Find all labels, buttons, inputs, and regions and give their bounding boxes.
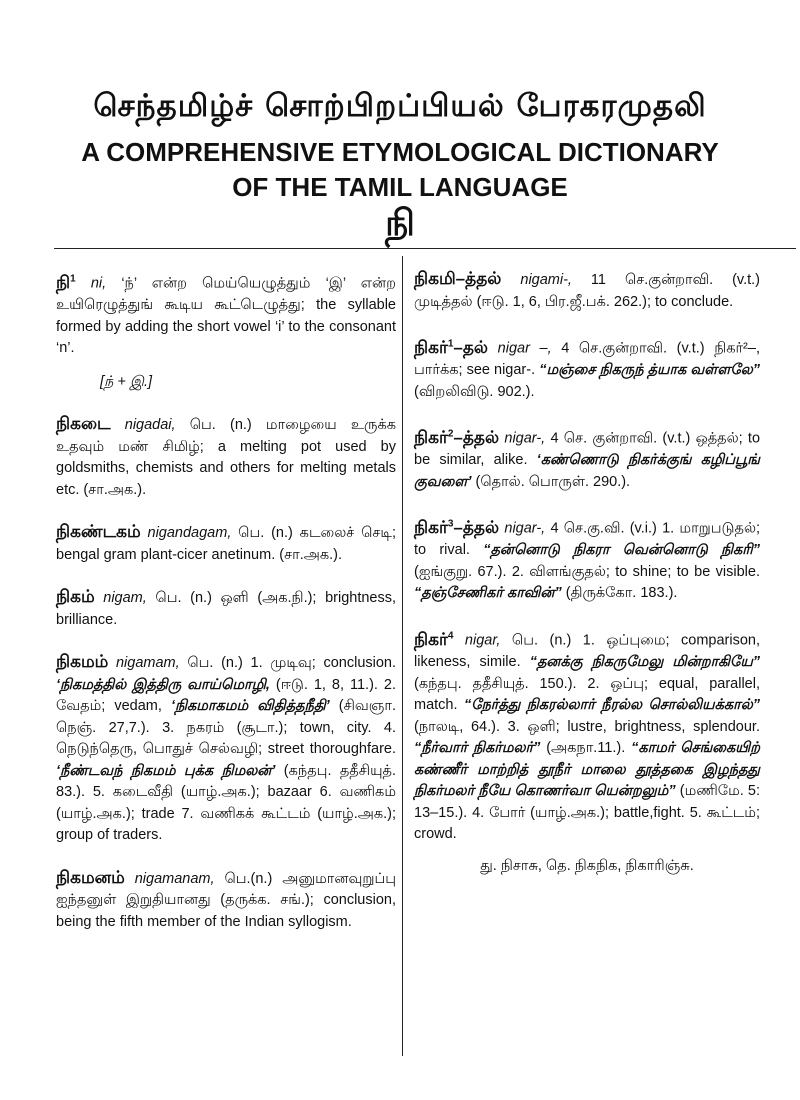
headword: நிகர்$^3$–த்தல் (414, 517, 500, 537)
headword: நி$^1$ (56, 272, 76, 292)
dictionary-entry (414, 268, 760, 313)
dictionary-entry (414, 333, 760, 403)
dictionary-entry (56, 867, 396, 934)
quotation: ‘நிகமத்தில் இத்திரு வாய்மொழி, (56, 676, 270, 693)
definition-text: (விறலிவிடு. 902.). (414, 383, 535, 400)
dictionary-entry (56, 413, 396, 501)
definition: 11 செ.குன்றாவி. (v.t.) முடித்தல் (ஈடு. 1, 6, பிர.ஜீ.பக். 262.); to conclude. (414, 272, 760, 310)
quotation: “மஞ்சை நிகருந் த்யாக வள்ளலே” (539, 362, 760, 379)
definition: பெ. (n.) ஒளி (அக.நி.); brightness, brilliance. (56, 590, 397, 628)
definition: பெ. (n.) கடலைச் செடி; bengal gram plant-cicer anetinum. (சா.அக.). (56, 525, 396, 563)
definition-text: (சிவஞா. நெஞ். 27,7.). 3. நகரம் (சூடா.); town, city. 4. நெடுந்தெரு, பொதுச் செல்வழி; street thoroughfare. (56, 698, 396, 758)
left-column (56, 268, 396, 953)
definition-text: (ஐங்குறு. 67.). 2. விளங்குதல்; to shine; to be visible. (414, 563, 760, 580)
transliteration: ni, (90, 275, 107, 292)
dictionary-entry (56, 521, 396, 566)
headword: நிகர்$^2$–த்தல் (414, 427, 500, 447)
definition-text: 4 செ.கு.வி. (v.i.) 1. மாறுபடுதல்; to rival. (414, 520, 761, 559)
definition-text: (மணிமே. 5: 13–15.). 4. போர் (யாழ்.அக.); battle,fight. 5. கூட்டம்; crowd. (414, 783, 760, 843)
transliteration: nigamanam, (134, 870, 215, 887)
dictionary-entry (56, 268, 396, 393)
page-title-tamil: செந்தமிழ்ச் சொற்பிறப்பியல் பேரகரமுதலி (93, 88, 707, 124)
transliteration: nigam, (103, 590, 147, 607)
cognates: து. நிசாசு, தெ. நிகநிக, நிகாரிஞ்சு. (480, 857, 694, 874)
header-divider (54, 248, 796, 249)
definition-text: பெ. (n.) 1. ஒப்புமை; comparison, likeness, simile. (414, 632, 761, 671)
definition-text: (நாலடி, 64.). 3. ஒளி; lustre, brightness, splendour. (414, 718, 760, 735)
transliteration: nigar-, (504, 430, 546, 447)
definition-text: (கந்தபு. ததீசியுத். 150.). 2. ஒப்பு; equal, parallel, match. (414, 675, 760, 714)
transliteration: nigar, (464, 632, 501, 649)
page-title-english-line1: A COMPREHENSIVE ETYMOLOGICAL DICTIONARY (81, 137, 719, 167)
headword: நிகர்$^4$ (414, 629, 454, 649)
quotation: “நேர்த்து நிகரல்லார் நீரல்ல சொல்லியக்கால்” (463, 697, 761, 714)
definition-text: (அகநா.11.). (546, 740, 626, 757)
section-letter: நி (385, 203, 415, 244)
definition-text: 4 செ.குன்றாவி. (v.t.) நிகர்²–, பார்க்க; see nigar-. (414, 340, 760, 379)
definition-text: 4 செ. குன்றாவி. (v.t.) ஒத்தல்; to be similar, alike. (414, 430, 761, 469)
dictionary-entry (56, 586, 396, 631)
quotation: “காமர் செங்கையிற் கண்ணீர் மாற்றித் தூநீர் மாலை தூத்தகை இழந்தது நிகர்மலர் நீயே கொணர்வா யென்றலும்” (414, 740, 761, 800)
transliteration: nigandagam, (147, 525, 232, 542)
definition-text: (கந்தபு. ததீசியுத். 83.). 5. கடைவீதி (யாழ்.அக.); bazaar 6. வணிகம் (யாழ்.அக.); trade 7. வணிகக் கூட்டம் (யாழ்.அக.); group of traders. (56, 762, 397, 844)
column-divider (402, 256, 403, 1056)
quotation: “தன்னொடு நிகரா வென்னொடு நிகரி” (483, 542, 760, 559)
headword: நிகண்டகம் (56, 522, 141, 542)
transliteration: nigar –, (497, 340, 552, 357)
dictionary-entry (56, 651, 396, 847)
definition: பெ. (n.) மாழையை உருக்க உதவும் மண் சிமிழ்; a melting pot used by goldsmiths, chemists and others for melting metals etc. (சா.அக.). (56, 417, 397, 498)
transliteration: nigadai, (124, 417, 176, 434)
page-title-english-line2: OF THE TAMIL LANGUAGE (232, 172, 568, 202)
definition-text: (ஈடு. 1, 8, 11.). 2. வேதம்; vedam, (56, 676, 396, 715)
headword: நிகமம் (56, 652, 109, 672)
headword: நிகர்$^1$–தல் (414, 337, 489, 357)
transliteration: nigamam, (115, 655, 180, 672)
transliteration: nigar-, (504, 520, 546, 537)
quotation: “தஞ்சேணிகர் காவின்” (414, 585, 562, 602)
headword: நிகடை (56, 414, 111, 434)
dictionary-entry (414, 625, 760, 877)
definition-text: (தொல். பொருள். 290.). (475, 473, 631, 490)
dictionary-entry (414, 423, 760, 493)
definition-text: (திருக்கோ. 183.). (565, 585, 678, 602)
quotation: ‘நிகமாகமம் விதித்தநீதி’ (170, 698, 330, 715)
quotation: ‘நீண்டவந் நிகமம் புக்க நிமலன்’ (56, 762, 276, 779)
quotation: “தனக்கு நிகருமேலு மின்றாகியே” (529, 654, 761, 671)
definition: ‘ந்’ என்ற மெய்யெழுத்தும் ‘இ’ என்ற உயிரெழுத்துங் கூடிய கூட்டெழுத்து; the syllable formed by adding the short vowel ‘i’ to the consonant ‘n’. (56, 275, 396, 357)
derivation: [ந் + இ.] (100, 373, 153, 390)
definition: பெ.(n.) அனுமானவுறுப்பு ஐந்தனுள் இறுதியானது (தருக்க. சங்.); conclusion, being the fifth member of the Indian syllogism. (56, 870, 397, 930)
quotation: “நீர்வார் நிகர்மலர்” (414, 740, 541, 757)
right-column (414, 268, 760, 897)
dictionary-entry (414, 513, 760, 605)
headword: நிகம் (56, 587, 95, 607)
quotation: ‘கண்ணொடு நிகர்க்குங் கழிப்பூங் குவளை’ (414, 452, 760, 490)
headword: நிகமனம் (56, 867, 125, 887)
definition-text: பெ. (n.) 1. முடிவு; conclusion. (187, 655, 397, 672)
transliteration: nigami-, (520, 272, 572, 288)
headword: நிகமி–த்தல் (414, 269, 502, 288)
